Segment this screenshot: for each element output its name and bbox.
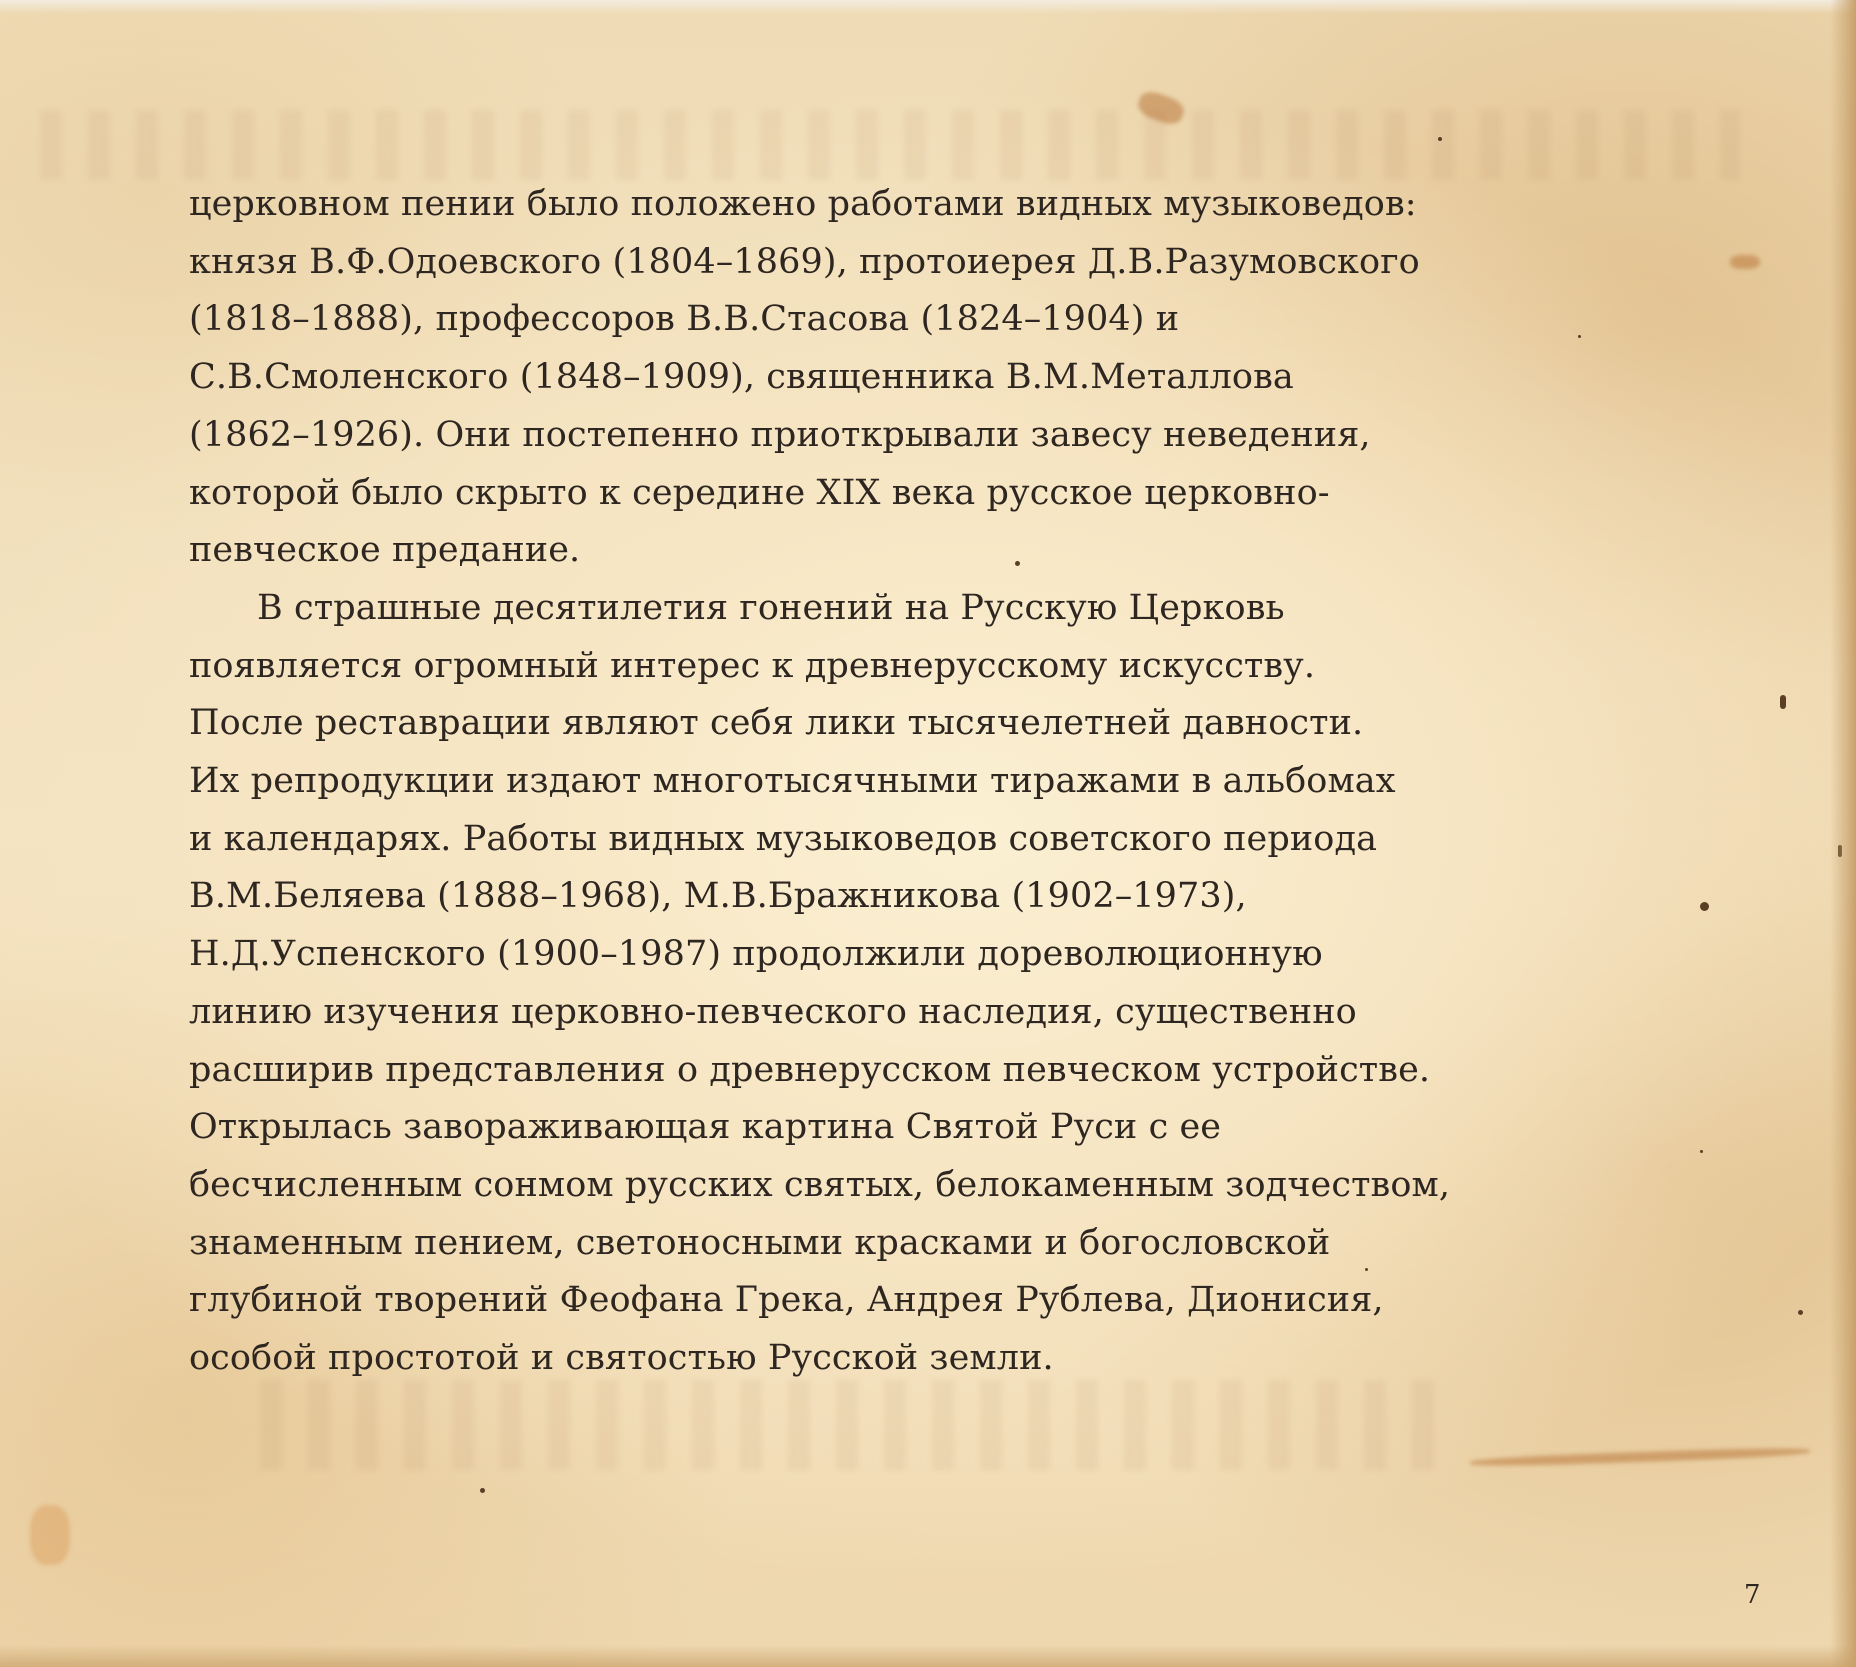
text-line: церковном пении было положено работами видных музыковедов:: [189, 184, 1417, 224]
text-line: появляется огромный интерес к древнерусскому искусству.: [189, 645, 1316, 686]
page-bottom-edge: [0, 1645, 1856, 1667]
paper-speck: [1578, 335, 1581, 338]
faded-background-lettering-bottom: [260, 1380, 1460, 1470]
paragraph-first-line: В страшные десятилетия гонений на Русскую Церковь: [257, 587, 1285, 628]
text-line: расширив представления о древнерусском певческом устройстве.: [189, 1049, 1431, 1090]
page-right-edge: [1830, 0, 1856, 1667]
text-line: особой простотой и святостью Русской земли.: [189, 1338, 1054, 1379]
text-line: Открылась завораживающая картина Святой Руси с ее: [189, 1107, 1222, 1148]
text-line: После реставрации являют себя лики тысячелетней давности.: [189, 703, 1364, 744]
text-line: бесчисленным сонмом русских святых, белокаменным зодчеством,: [189, 1164, 1451, 1205]
text-line: знаменным пением, светоносными красками и богословской: [189, 1222, 1331, 1263]
paper-speck: [1700, 1150, 1703, 1153]
text-line: (1862–1926). Они постепенно приоткрывали завесу неведения,: [189, 414, 1371, 455]
paper-stain: [1470, 1446, 1810, 1468]
text-line: которой было скрыто к середине XIX века русское церковно-: [189, 472, 1330, 513]
text-line: (1818–1888), профессоров В.В.Стасова (1824–1904) и: [189, 299, 1180, 340]
paper-speck: [1700, 902, 1709, 911]
body-text: [189, 176, 1449, 1388]
paper-speck: [480, 1488, 485, 1493]
paper-speck: [1780, 695, 1786, 709]
page-number: 7: [1744, 1580, 1761, 1610]
text-line: князя В.Ф.Одоевского (1804–1869), протоиерея Д.В.Разумовского: [189, 241, 1420, 282]
faded-background-lettering-top: [40, 110, 1740, 180]
paper-speck: [1438, 137, 1442, 141]
text-line: С.В.Смоленского (1848–1909), священника В.М.Металлова: [189, 357, 1294, 398]
page-top-edge: [0, 0, 1856, 14]
paper-stain: [30, 1505, 70, 1565]
text-line: глубиной творений Феофана Грека, Андрея Рублева, Дионисия,: [189, 1280, 1384, 1321]
text-line: Их репродукции издают многотысячными тиражами в альбомах: [189, 761, 1396, 802]
text-line: певческое предание.: [189, 530, 581, 571]
text-line: и календарях. Работы видных музыковедов советского периода: [189, 818, 1378, 859]
text-line: линию изучения церковно-певческого наследия, существенно: [189, 991, 1357, 1032]
text-line: В.М.Беляева (1888–1968), М.В.Бражникова (1902–1973),: [189, 876, 1247, 917]
paper-speck: [1798, 1310, 1803, 1315]
text-line: Н.Д.Успенского (1900–1987) продолжили дореволюционную: [189, 934, 1323, 975]
paper-stain: [1730, 255, 1760, 269]
